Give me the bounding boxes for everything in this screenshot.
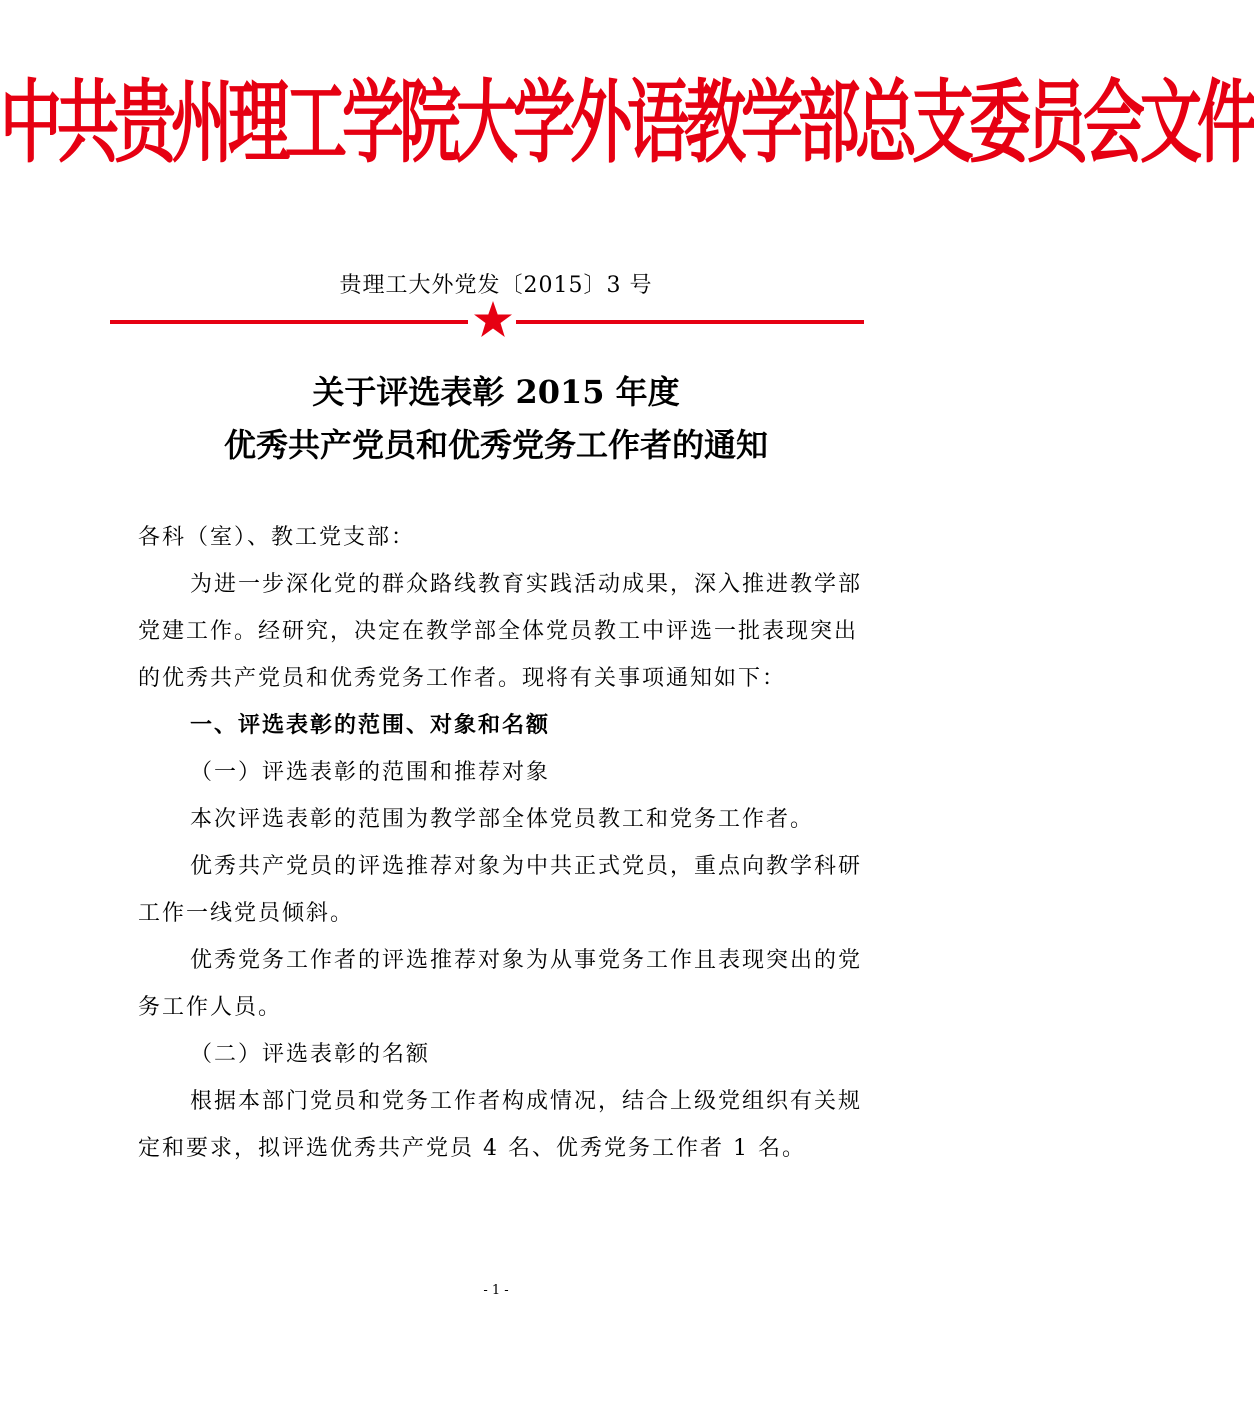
subsection-heading: （二）评选表彰的名额 <box>190 1042 431 1067</box>
document-body <box>138 514 874 1172</box>
salutation: 各科（室）、教工党支部： <box>138 525 416 550</box>
red-divider-right <box>516 320 864 324</box>
document-title-line-1: 关于评选表彰 2015 年度 <box>312 373 680 411</box>
body-paragraph: 根据本部门党员和党务工作者构成情况，结合上级党组织有关规定和要求，拟评选优秀共产党员 4 名、优秀党务工作者 1 名。 <box>138 1089 863 1161</box>
subsection-heading: （一）评选表彰的范围和推荐对象 <box>190 760 551 785</box>
section-heading: 一、评选表彰的范围、对象和名额 <box>190 713 551 738</box>
body-paragraph: 本次评选表彰的范围为教学部全体党员教工和党务工作者。 <box>190 807 815 832</box>
star-icon <box>473 300 513 340</box>
body-paragraph: 优秀党务工作者的评选推荐对象为从事党务工作且表现突出的党务工作人员。 <box>138 948 863 1020</box>
masthead-title: 中共贵州理工学院大学外语教学部总支委员会文件 <box>0 69 1254 176</box>
page-number: - 1 - <box>483 1283 509 1298</box>
document-number: 贵理工大外党发〔2015〕3 号 <box>339 273 653 298</box>
body-paragraph: 为进一步深化党的群众路线教育实践活动成果，深入推进教学部党建工作。经研究，决定在教学部全体党员教工中评选一批表现突出的优秀共产党员和优秀党务工作者。现将有关事项通知如下： <box>138 572 863 691</box>
red-divider-left <box>110 320 468 324</box>
body-paragraph: 优秀共产党员的评选推荐对象为中共正式党员，重点向教学科研工作一线党员倾斜。 <box>138 854 863 926</box>
document-title-line-2: 优秀共产党员和优秀党务工作者的通知 <box>223 426 768 464</box>
